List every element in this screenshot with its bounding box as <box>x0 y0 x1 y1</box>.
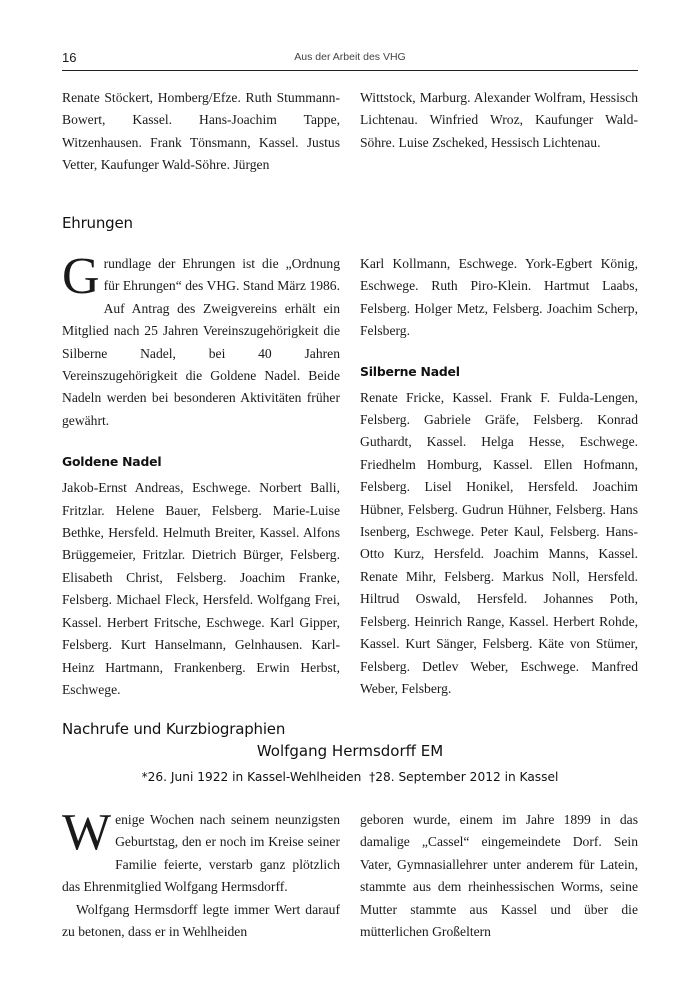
ehrungen-intro: Grundlage der Ehrungen ist die „Ordnung für Ehrungen“ des VHG. Stand März 1986. Auf Antrag des Zweigvereins erhält ein Mitglied nach 25 Jahren Vereinszugehörigkeit die Silberne Nadel, bei 40 Jahren Vereinszugehörigkeit die Goldene Nadel. Beide Nadeln werden bei besonderen Aktivitäten früher gewährt. <box>62 248 340 428</box>
subheading-goldene-nadel: Goldene Nadel <box>62 454 162 470</box>
obituary-right-column <box>360 809 638 943</box>
running-header <box>62 50 638 70</box>
obituary-paragraph-continued: geboren wurde, einem im Jahre 1899 in das damalige „Cassel“ eingemeindete Dorf. Sein Vater, Gymnasiallehrer unter anderem für Latein, stammte aus dem rheinhessischen Worms, seine Mutter stammte aus Kassel und über die mütterlichen Großeltern <box>360 812 638 940</box>
subheading-silberne-nadel: Silberne Nadel <box>360 363 460 379</box>
page-number: 16 <box>62 50 77 65</box>
header-rule <box>62 70 638 71</box>
goldene-nadel-list: Jakob-Ernst Andreas, Eschwege. Norbert Balli, Fritzlar. Helene Bauer, Felsberg. Marie-Luise Bethke, Hersfeld. Helmuth Breiter, Kassel. Alfons Brüggemeier, Fritzlar. Dietrich Bürger, Felsberg. Elisabeth Christ, Felsberg. Joachim Franke, Felsberg. Michael Fleck, Hersfeld. Wolfgang Frei, Kassel. Herbert Fritsche, Eschwege. Karl Gipper, Felsberg. Kurt Hanselmann, Gelnhausen. Karl-Heinz Hartmann, Frankenberg. Erwin Herbst, Eschwege. <box>62 480 340 697</box>
section-heading-ehrungen: Ehrungen <box>62 214 133 232</box>
ehrungen-right-column <box>360 253 638 700</box>
drop-cap: G <box>62 248 100 305</box>
running-title: Aus der Arbeit des VHG <box>294 51 406 63</box>
top-right-column <box>360 87 638 154</box>
silberne-nadel-list: Renate Fricke, Kassel. Frank F. Fulda-Lengen, Felsberg. Gabriele Gräfe, Felsberg. Konrad Guthardt, Kassel. Helga Hesse, Eschwege. Friedhelm Homburg, Kassel. Ellen Hofmann, Felsberg. Lisel Honikel, Hersfeld. Joachim Hübner, Felsberg. Gudrun Hühner, Felsberg. Hans Isenberg, Eschwege. Peter Kaul, Felsberg. Hans-Otto Kurz, Hersfeld. Joachim Manns, Kassel. Renate Mihr, Felsberg. Markus Noll, Hersfeld. Hiltrud Oswald, Hersfeld. Johannes Poth, Felsberg. Heinrich Range, Kassel. Herbert Rohde, Kassel. Kurt Sänger, Felsberg. Käte von Stümer, Felsberg. Detlev Weber, Eschwege. Manfred Weber, Felsberg. <box>360 389 638 696</box>
document-page <box>62 0 638 988</box>
obituary-name: Wolfgang Hermsdorff EM <box>256 742 444 760</box>
drop-cap: W <box>62 804 112 861</box>
goldene-nadel-list-continued: Karl Kollmann, Eschwege. York-Egbert König, Eschwege. Ruth Piro-Klein. Hartmut Laabs, Felsberg. Holger Metz, Felsberg. Joachim Scherp, Felsberg. <box>360 256 638 339</box>
ehrungen-left-column <box>62 248 340 701</box>
obituary-paragraph-2: Wolfgang Hermsdorff legte immer Wert darauf zu betonen, dass er in Wehlheiden <box>62 901 340 940</box>
obituary-life-dates: *26. Juni 1922 in Kassel-Wehlheiden †28. September 2012 in Kassel <box>141 770 559 784</box>
top-left-column <box>62 87 340 177</box>
obituary-left-column <box>62 804 340 943</box>
continued-list-right: Wittstock, Marburg. Alexander Wolfram, Hessisch Lichtenau. Winfried Wroz, Kaufunger Wald-Söhre. Luise Zscheked, Hessisch Lichtenau. <box>360 90 638 150</box>
section-heading-nachrufe: Nachrufe und Kurzbiographien <box>62 720 286 738</box>
obituary-paragraph-1: Wenige Wochen nach seinem neunzigsten Geburtstag, den er noch im Kreise seiner Familie feierte, verstarb ganz plötzlich das Ehrenmitglied Wolfgang Hermsdorff. <box>62 804 340 895</box>
continued-list-left: Renate Stöckert, Homberg/Efze. Ruth Stummann-Bowert, Kassel. Hans-Joachim Tappe, Witzenhausen. Frank Tönsmann, Kassel. Justus Vetter, Kaufunger Wald-Söhre. Jürgen <box>62 90 340 173</box>
